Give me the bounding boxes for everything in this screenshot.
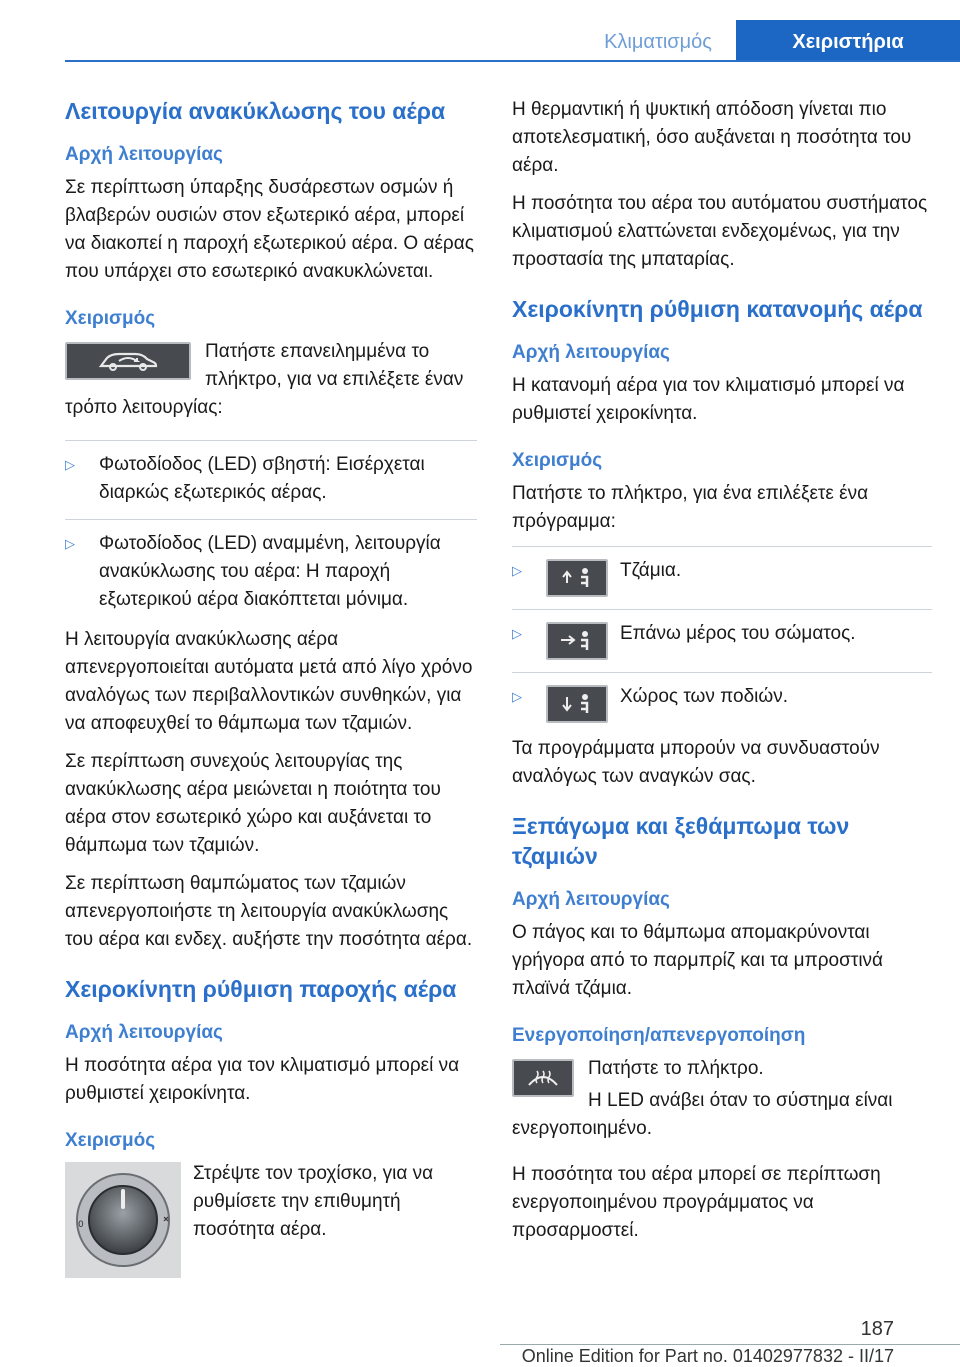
footer-rule bbox=[500, 1344, 960, 1345]
divider bbox=[65, 440, 477, 441]
windshield-airflow-icon bbox=[557, 565, 597, 591]
paragraph: Η θερμαντική ή ψυκτική απόδοση γίνεται πιο αποτελεσματική, όσο αυξάνεται η ποσότητα του αέρα. bbox=[512, 99, 912, 176]
defrost-button[interactable] bbox=[512, 1059, 574, 1097]
air-volume-knob-image bbox=[65, 1162, 181, 1278]
paragraph: Πατήστε το πλήκτρο. bbox=[588, 1058, 764, 1079]
paragraph: Τα προγράμματα μπορούν να συνδυαστούν αναλόγως των αναγκών σας. bbox=[512, 738, 880, 787]
subheading-activation: Ενεργοποίηση/απενεργοποίηση bbox=[512, 1025, 806, 1046]
paragraph: Η LED ανάβει όταν το σύστημα είναι ενεργοποιημένο. bbox=[512, 1090, 893, 1139]
section-tab-controls[interactable]: Χειριστήρια bbox=[736, 20, 960, 62]
subheading-principle: Αρχή λειτουργίας bbox=[512, 889, 670, 910]
paragraph: Σε περίπτωση θαμπώματος των τζαμιών απενεργοποιήστε τη λειτουργία ανακύκλωσης του αέρα και ενδεχ. αυξήστε την ποσότητα αέρα. bbox=[65, 873, 473, 950]
triangle-bullet-icon: ▷ bbox=[512, 626, 522, 641]
section-tab-climate[interactable]: Κλιματισμός bbox=[604, 31, 712, 53]
defrost-instruction bbox=[512, 1055, 932, 1143]
subheading-operation: Χειρισμός bbox=[65, 308, 156, 329]
divider bbox=[512, 609, 932, 610]
upper-body-program-button[interactable] bbox=[546, 622, 608, 660]
section-title-defrost: Ξεπάγωμα και ξεθάμπωμα των τζαμιών bbox=[512, 813, 850, 869]
subheading-operation: Χειρισμός bbox=[512, 450, 603, 471]
list-item: ▷ Φωτοδίοδος (LED) αναμμένη, λειτουργία ανακύκλωσης του αέρα: Η παροχή εξωτερικού αέρα διακόπτεται μόνιμα. bbox=[65, 530, 477, 614]
edition-label: Online Edition for Part no. 01402977832 - II/17 bbox=[521, 1346, 894, 1366]
section-title-recirculation: Λειτουργία ανακύκλωσης του αέρα bbox=[65, 98, 446, 124]
page-header bbox=[0, 0, 960, 62]
triangle-bullet-icon: ▷ bbox=[512, 689, 522, 704]
triangle-bullet-icon: ▷ bbox=[65, 536, 75, 551]
left-column bbox=[65, 96, 477, 1302]
paragraph: Στρέψτε τον τροχίσκο, για να ρυθμίσετε την επιθυμητή ποσότητα αέρα. bbox=[193, 1163, 434, 1240]
paragraph: Η ποσότητα του αέρα μπορεί σε περίπτωση ενεργοποιημένου προγράμματος να προσαρμοστεί. bbox=[512, 1164, 881, 1241]
program-upper-body: ▷ Επάνω μέρος του σώματος. bbox=[512, 620, 932, 660]
paragraph: Πατήστε επανειλημμένα το πλήκτρο, για να επιλέξετε έναν τρόπο λειτουργίας: bbox=[65, 341, 464, 418]
defrost-icon bbox=[523, 1065, 563, 1091]
paragraph: Σε περίπτωση συνεχούς λειτουργίας της ανακύκλωσης αέρα μειώνεται η ποιότητα του αέρα στον εσωτερικό χώρο και αυξάνεται το θάμπωμα των τζαμιών. bbox=[65, 751, 441, 856]
program-windows: ▷ Τζάμια. bbox=[512, 557, 932, 597]
divider bbox=[65, 519, 477, 520]
paragraph: Ο πάγος και το θάμπωμα απομακρύνονται γρήγορα από το παρμπρίζ και τα μπροστινά πλαϊνά τζάμια. bbox=[512, 922, 884, 999]
triangle-bullet-icon: ▷ bbox=[512, 563, 522, 578]
triangle-bullet-icon: ▷ bbox=[65, 457, 75, 472]
paragraph: Η κατανομή αέρα για τον κλιματισμό μπορεί να ρυθμιστεί χειροκίνητα. bbox=[512, 375, 905, 424]
paragraph: Πατήστε το πλήκτρο, για ένα επιλέξετε ένα πρόγραμμα: bbox=[512, 483, 869, 532]
subheading-principle: Αρχή λειτουργίας bbox=[512, 342, 670, 363]
header-rule bbox=[65, 60, 960, 62]
program-footwell: ▷ Χώρος των ποδιών. bbox=[512, 683, 932, 723]
page-footer bbox=[0, 1318, 960, 1366]
paragraph: Η ποσότητα αέρα για τον κλιματισμό μπορεί να ρυθμιστεί χειροκίνητα. bbox=[65, 1055, 460, 1104]
recirculation-instruction bbox=[65, 338, 477, 422]
divider bbox=[512, 546, 932, 547]
paragraph: Σε περίπτωση ύπαρξης δυσάρεστων οσμών ή βλαβερών ουσιών στον εξωτερικό αέρα, μπορεί να διακοπεί η παροχή εξωτερικού αέρα. Ο αέρας που υπάρχει στο εσωτερικό ανακυκλώνεται. bbox=[65, 177, 474, 282]
list-item: ▷ Φωτοδίοδος (LED) σβηστή: Εισέρχεται διαρκώς εξωτερικός αέρας. bbox=[65, 451, 477, 507]
page-number: 187 bbox=[860, 1318, 894, 1340]
recirculation-button[interactable] bbox=[65, 342, 191, 380]
subheading-principle: Αρχή λειτουργίας bbox=[65, 144, 223, 165]
paragraph: Η ποσότητα του αέρα του αυτόματου συστήματος κλιματισμού ελαττώνεται ενδεχομένως, για την προστασία της μπαταρίας. bbox=[512, 193, 928, 270]
windows-program-button[interactable] bbox=[546, 559, 608, 597]
divider bbox=[512, 672, 932, 673]
footwell-program-button[interactable] bbox=[546, 685, 608, 723]
paragraph: Η λειτουργία ανακύκλωσης αέρα απενεργοποιείται αυτόματα μετά από λίγο χρόνο αναλόγως των περιβαλλοντικών συνθηκών, για να αποφευχθεί το θάμπωμα των τζαμιών. bbox=[65, 629, 473, 734]
subheading-principle: Αρχή λειτουργίας bbox=[65, 1022, 223, 1043]
right-column bbox=[512, 96, 932, 1265]
knob-zero-label: 0 bbox=[78, 1220, 84, 1230]
footwell-airflow-icon bbox=[557, 691, 597, 717]
rotary-knob-icon bbox=[68, 1165, 178, 1275]
section-title-air-distribution: Χειροκίνητη ρύθμιση κατανομής αέρα bbox=[512, 296, 923, 322]
upper-body-airflow-icon bbox=[557, 628, 597, 654]
section-title-air-supply: Χειροκίνητη ρύθμιση παροχής αέρα bbox=[65, 976, 457, 1002]
subheading-operation: Χειρισμός bbox=[65, 1130, 156, 1151]
air-volume-instruction bbox=[65, 1160, 477, 1284]
car-recirculation-icon bbox=[93, 348, 163, 374]
